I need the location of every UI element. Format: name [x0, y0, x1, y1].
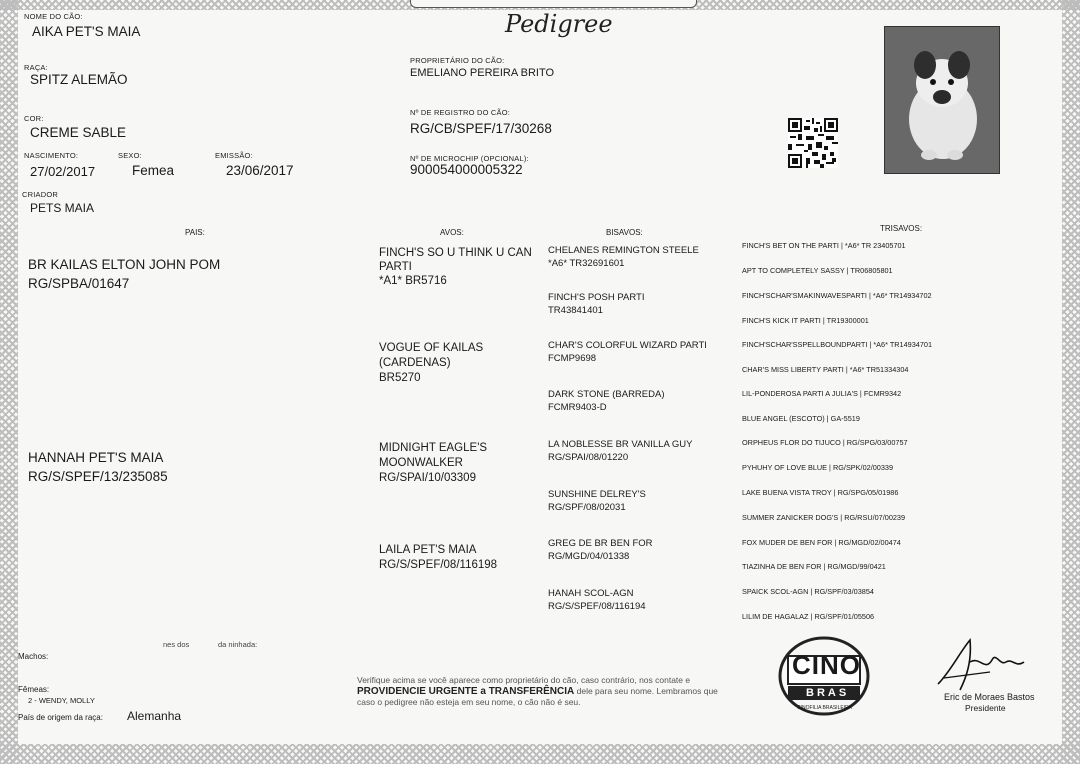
stamp-line2: BRAS: [806, 687, 850, 699]
great-great-grandparent: FOX MUDER DE BEN FOR | RG/MGD/02/00474: [742, 538, 901, 547]
great-great-grandparent: FINCH'S KICK IT PARTI | TR19300001: [742, 316, 869, 325]
ggp-reg: TR43841401: [548, 305, 603, 316]
ggp-name: CHELANES REMINGTON STEELE: [548, 245, 699, 256]
ggp-reg: FCMP9698: [548, 353, 597, 364]
parent-reg: RG/S/SPEF/13/235085: [28, 469, 168, 484]
breed-label: RAÇA:: [24, 63, 48, 72]
notice-text-1: Verifique acima se você aparece como proprietário do cão, caso contrário, nos contate e: [357, 675, 691, 685]
owner-label: PROPRIETÁRIO DO CÃO:: [410, 56, 505, 65]
great-grandparent: [548, 388, 664, 414]
grandparent-reg: *A1* BR5716: [379, 275, 447, 287]
ggp-name: SUNSHINE DELREY'S: [548, 489, 646, 500]
transfer-notice: [357, 675, 735, 708]
dog-photo: [884, 26, 1000, 174]
grandparent: [379, 341, 539, 386]
ggp-reg: *A6* TR32691601: [548, 258, 625, 269]
great-great-grandparents-header: TRISAVOS:: [880, 224, 923, 233]
great-grandparent: [548, 488, 646, 514]
ggp-reg: RG/MGD/04/01338: [548, 551, 630, 562]
great-grandparents-header: BISAVOS:: [606, 228, 643, 237]
great-grandparent: [548, 244, 699, 270]
color-label: COR:: [24, 114, 44, 123]
great-great-grandparent: APT TO COMPLETELY SASSY | TR06805801: [742, 266, 893, 275]
owner: EMELIANO PEREIRA BRITO: [410, 67, 555, 79]
great-great-grandparent: TIAZINHA DE BEN FOR | RG/MGD/99/0421: [742, 562, 886, 571]
ggp-name: FINCH'S POSH PARTI: [548, 292, 645, 303]
origin-country: Alemanha: [127, 709, 182, 723]
great-grandparent: [548, 438, 693, 464]
grandparent: [379, 246, 539, 288]
great-great-grandparent: ORPHEUS FLOR DO TIJUCO | RG/SPG/03/00757: [742, 438, 908, 447]
qr-code: [788, 118, 838, 168]
parent-reg: RG/SPBA/01647: [28, 276, 130, 291]
grandparent-name: LAILA PET'S MAIA: [379, 544, 477, 556]
ggp-name: HANAH SCOL-AGN: [548, 588, 634, 599]
breeder-label: CRIADOR: [22, 190, 58, 199]
stamp-sub: CINOFILIA BRASILEIRA: [797, 705, 853, 711]
grandparents-header: AVOS:: [440, 228, 464, 237]
sex-label: SEXO:: [118, 151, 142, 160]
parent-sire: [28, 255, 328, 293]
grandparent-name: VOGUE OF KAILAS (CARDENAS): [379, 342, 484, 369]
ggp-reg: RG/S/SPEF/08/116194: [548, 601, 646, 612]
grandparent-reg: RG/SPAI/10/03309: [379, 472, 476, 484]
origin-label: País de origem da raça:: [18, 713, 103, 722]
great-great-grandparent: BLUE ANGEL (ESCOTO) | GA-5519: [742, 414, 860, 423]
ggp-name: GREG DE BR BEN FOR: [548, 538, 653, 549]
breed: SPITZ ALEMÃO: [30, 72, 128, 87]
great-grandparent: [548, 291, 644, 317]
great-great-grandparent: FINCH'S BET ON THE PARTI | *A6* TR 23405701: [742, 241, 906, 250]
notice-bold: PROVIDENCIE URGENTE a TRANSFERÊNCIA: [357, 686, 575, 697]
ggp-name: LA NOBLESSE BR VANILLA GUY: [548, 439, 693, 450]
females-label: Fêmeas:: [18, 685, 50, 694]
signature-scribble: [930, 632, 1030, 694]
microchip-number: 900054000005322: [410, 162, 523, 177]
top-tab: [410, 0, 697, 8]
males-label: Machos:: [18, 652, 49, 661]
ggp-name: DARK STONE (BARREDA): [548, 389, 665, 400]
great-grandparent: [548, 587, 646, 613]
grandparent-reg: BR5270: [379, 372, 421, 384]
breeder: PETS MAIA: [30, 201, 95, 215]
great-great-grandparent: LIL-PONDEROSA PARTI A JULIA'S | FCMR9342: [742, 389, 902, 398]
microchip-label: Nº DE MICROCHIP (OPCIONAL):: [410, 154, 529, 163]
issue-label: EMISSÃO:: [215, 151, 253, 160]
color: CREME SABLE: [30, 125, 127, 140]
great-grandparent: [548, 537, 653, 563]
parent-name: BR KAILAS ELTON JOHN POM: [28, 257, 221, 272]
great-great-grandparent: PYHUHY OF LOVE BLUE | RG/SPK/02/00339: [742, 463, 894, 472]
parent-name: HANNAH PET'S MAIA: [28, 450, 164, 465]
great-great-grandparent: CHAR'S MISS LIBERTY PARTI | *A6* TR51334304: [742, 365, 909, 374]
dog-name-label: NOME DO CÃO:: [24, 12, 83, 21]
signer-role: Presidente: [965, 703, 1006, 713]
females-list: 2 - WENDY, MOLLY: [28, 696, 95, 705]
siblings-label: nes dos: [163, 640, 190, 649]
sex: Femea: [132, 163, 175, 178]
birth-label: NASCIMENTO:: [24, 151, 79, 160]
litter-label: da ninhada:: [218, 640, 258, 649]
border-right: [1062, 0, 1080, 764]
border-left: [0, 0, 18, 764]
great-great-grandparent: FINCH'SCHAR'SSPELLBOUNDPARTI | *A6* TR14934701: [742, 340, 933, 349]
grandparent: [379, 441, 539, 486]
border-bottom: [0, 744, 1080, 764]
grandparent-name: FINCH'S SO U THINK U CAN PARTI: [379, 247, 532, 273]
grandparent-reg: RG/S/SPEF/08/116198: [379, 559, 498, 571]
notice-text-2: dele para seu nome. Lembramos que caso o pedigree não esteja em seu nome, o cão não é seu.: [357, 686, 718, 707]
pedigree-title: Pedigree: [505, 10, 613, 38]
great-great-grandparent: FINCH'SCHAR'SMAKINWAVESPARTI | *A6* TR14934702: [742, 291, 932, 300]
dog-name: AIKA PET'S MAIA: [32, 24, 141, 39]
ggp-reg: RG/SPAI/08/01220: [548, 452, 629, 463]
great-great-grandparent: SPAICK SCOL-AGN | RG/SPF/03/03854: [742, 587, 874, 596]
registry-number: RG/CB/SPEF/17/30268: [410, 121, 552, 136]
birth-date: 27/02/2017: [30, 164, 96, 179]
grandparent-name: MIDNIGHT EAGLE'S MOONWALKER: [379, 442, 488, 469]
ggp-name: CHAR'S COLORFUL WIZARD PARTI: [548, 340, 707, 351]
signer-name: Eric de Moraes Bastos: [944, 692, 1035, 702]
grandparent: [379, 543, 539, 573]
parents-header: PAIS:: [185, 228, 205, 237]
ggp-reg: FCMR9403-D: [548, 402, 607, 413]
ggp-reg: RG/SPF/08/02031: [548, 502, 626, 513]
issue-date: 23/06/2017: [226, 163, 294, 178]
parent-dam: [28, 448, 328, 486]
great-great-grandparent: LAKE BUENA VISTA TROY | RG/SPG/05/01986: [742, 488, 899, 497]
great-grandparent: [548, 339, 707, 365]
great-great-grandparent: LILIM DE HAGALAZ | RG/SPF/01/05506: [742, 612, 875, 621]
stamp-line1: CINO: [792, 650, 861, 680]
registry-label: Nº DE REGISTRO DO CÃO:: [410, 108, 511, 117]
great-great-grandparent: SUMMER ZANICKER DOG'S | RG/RSU/07/00239: [742, 513, 906, 522]
